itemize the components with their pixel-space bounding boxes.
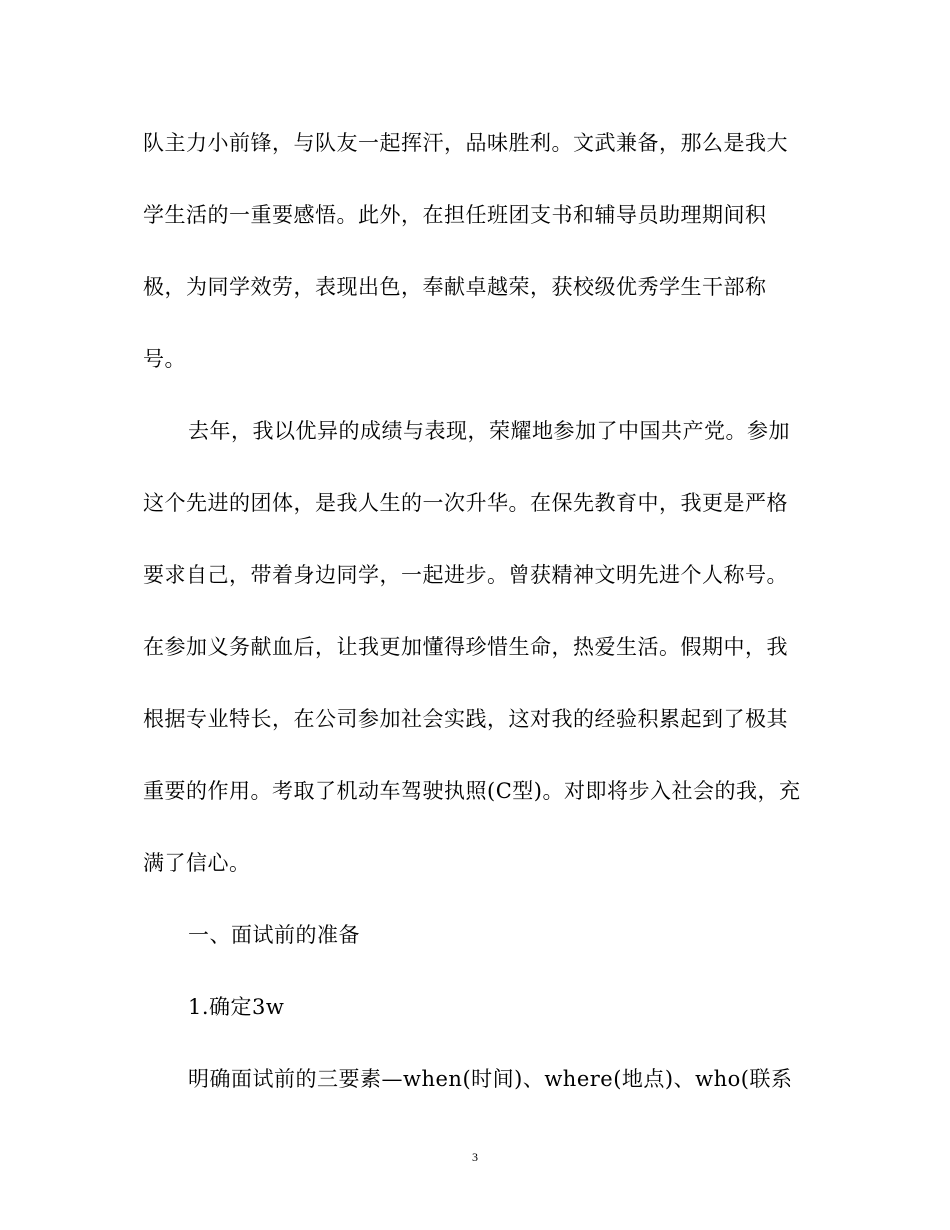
subsection-heading: 1.确定3w — [188, 995, 285, 1019]
paragraph-line: 去年，我以优异的成绩与表现，荣耀地参加了中国共产党。参加 — [188, 419, 790, 443]
paragraph-line: 满了信心。 — [143, 851, 251, 875]
paragraph-line: 号。 — [143, 347, 186, 371]
paragraph-line: 极，为同学效劳，表现出色，奉献卓越荣，获校级优秀学生干部称 — [143, 275, 767, 299]
paragraph-line: 要求自己，带着身边同学，一起进步。曾获精神文明先进个人称号。 — [143, 563, 788, 587]
paragraph-line: 学生活的一重要感悟。此外，在担任班团支书和辅导员助理期间积 — [143, 203, 767, 227]
page-number: 3 — [472, 1150, 478, 1164]
paragraph-line: 在参加义务献血后，让我更加懂得珍惜生命，热爱生活。假期中，我 — [143, 635, 788, 659]
paragraph-line: 这个先进的团体，是我人生的一次升华。在保先教育中，我更是严格 — [143, 491, 788, 515]
paragraph-line: 重要的作用。考取了机动车驾驶执照(C型)。对即将步入社会的我，充 — [143, 779, 801, 803]
paragraph-line: 根据专业特长，在公司参加社会实践，这对我的经验积累起到了极其 — [143, 707, 788, 731]
paragraph-line: 队主力小前锋，与队友一起挥汗，品味胜利。文武兼备，那么是我大 — [143, 131, 788, 155]
section-heading: 一、面试前的准备 — [188, 923, 360, 947]
paragraph-line: 明确面试前的三要素—when(时间)、where(地点)、who(联系 — [188, 1067, 793, 1091]
